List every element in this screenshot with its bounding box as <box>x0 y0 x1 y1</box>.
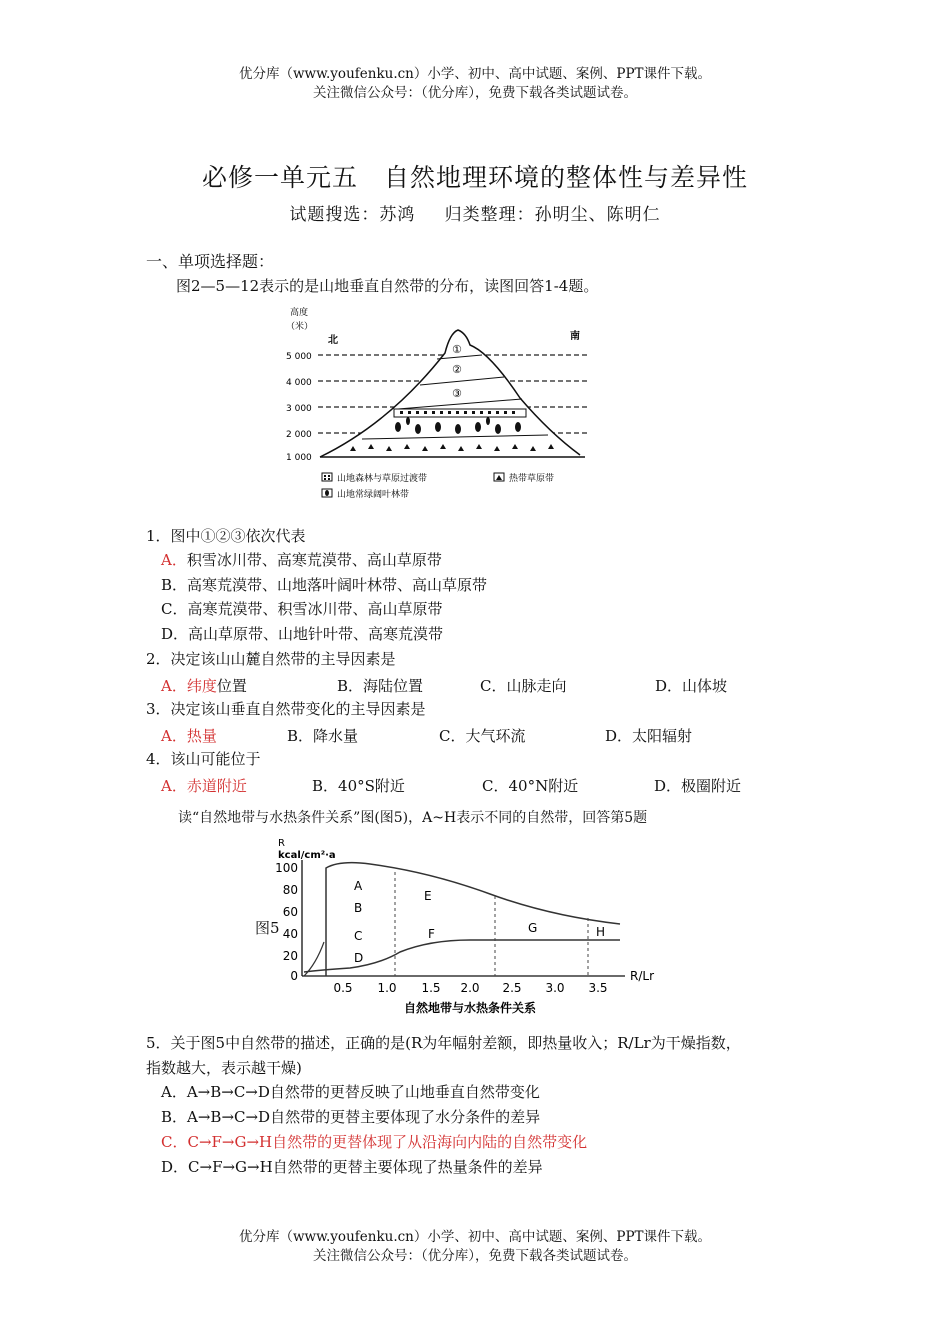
fig5-label: 图5 <box>255 919 280 937</box>
fig1-tick-3000: 3 000 <box>286 404 312 414</box>
q2-option-d: D．山体坡 <box>655 677 728 695</box>
zone-a: A <box>354 879 363 893</box>
q5-option-a: A．A→B→C→D自然带的更替反映了山地垂直自然带变化 <box>161 1083 540 1101</box>
page-footer-line1: 优分库（www.youfenku.cn）小学、初中、高中试题、案例、PPT课件下载。 <box>238 1229 712 1245</box>
intro-text-1: 图2—5—12表示的是山地垂直自然带的分布，读图回答1-4题。 <box>176 277 599 295</box>
q3-option-d: D．太阳辐射 <box>605 727 693 745</box>
fig5-unit: kcal/cm²·a <box>278 850 336 861</box>
fig1-ylabel-1: 高度 <box>290 308 309 318</box>
q5-option-c: C．C→F→G→H自然带的更替体现了从沿海向内陆的自然带变化 <box>161 1133 588 1151</box>
q5-option-d: D．C→F→G→H自然带的更替主要体现了热量条件的差异 <box>161 1158 543 1176</box>
transition-zone-pattern <box>400 411 515 414</box>
legend-forest-label: 山地常绿阔叶林带 <box>337 490 410 500</box>
q4-option-b: B．40°S附近 <box>312 777 405 795</box>
page-subtitle: 试题搜选：苏鸿 归类整理：孙明尘、陈明仁 <box>289 205 661 225</box>
fig1-tick-2000: 2 000 <box>286 430 312 440</box>
page-title: 必修一单元五 自然地理环境的整体性与差异性 <box>201 163 748 192</box>
q2-option-a <box>161 675 247 696</box>
q2-stem: 2．决定该山山麓自然带的主导因素是 <box>146 650 396 668</box>
zone-3-label: ③ <box>452 387 462 400</box>
q2-option-a-red: A．纬度 <box>161 677 217 695</box>
zone-d: D <box>354 951 364 965</box>
q3-stem: 3．决定该山垂直自然带变化的主导因素是 <box>146 700 426 718</box>
q4-stem: 4．该山可能位于 <box>146 750 261 768</box>
q1-option-a-text: 积雪冰川带、高寒荒漠带、高山草原带 <box>186 551 442 569</box>
q1-stem: 1．图中①②③依次代表 <box>146 527 306 545</box>
fig5-xtick-1.5: 1.5 <box>421 981 441 995</box>
fig1-tick-4000: 4 000 <box>286 378 312 388</box>
section-heading: 一、单项选择题： <box>146 252 275 271</box>
page-header-line2: 关注微信公众号：（优分库），免费下载各类试题试卷。 <box>313 85 637 101</box>
fig5-ytick-40: 40 <box>282 927 298 941</box>
q1-option-b: B．高寒荒漠带、山地落叶阔叶林带、高山草原带 <box>161 576 488 594</box>
q5-stem-1: 5．关于图5中自然带的描述，正确的是(R为年幅射差额，即热量收入；R/Lr为干燥指数， <box>146 1034 741 1052</box>
fig5-caption: 自然地带与水热条件关系 <box>403 1001 537 1015</box>
zone-f: F <box>428 927 435 941</box>
q5-option-b: B．A→B→C→D自然带的更替主要体现了水分条件的差异 <box>161 1108 541 1126</box>
fig5-ytick-0: 0 <box>290 969 298 983</box>
q3-option-b: B．降水量 <box>287 727 359 745</box>
zone-e: E <box>424 889 432 903</box>
fig1-north-label: 北 <box>328 335 338 346</box>
fig1-south-label: 南 <box>570 331 580 342</box>
fig5-xtick-3.0: 3.0 <box>545 981 565 995</box>
zone-g: G <box>528 921 538 935</box>
q3-option-c: C．大气环流 <box>439 727 526 745</box>
q4-option-c: C．40°N附近 <box>482 777 579 795</box>
zone-b: B <box>354 901 363 915</box>
fig5-xlabel: R/Lr <box>630 969 654 983</box>
fig5-dryness-curve <box>304 940 620 972</box>
fig1-tick-1000: 1 000 <box>286 453 312 463</box>
zone-h: H <box>596 925 606 939</box>
q1-option-a <box>161 550 442 570</box>
fig5-ytick-60: 60 <box>282 905 298 919</box>
q5-stem-2: 指数越大，表示越干燥) <box>146 1059 302 1077</box>
q3-option-a: A．热量 <box>161 727 217 745</box>
fig5-ytick-100: 100 <box>275 861 298 875</box>
q1-option-d: D．高山草原带、山地针叶带、高寒荒漠带 <box>161 625 444 643</box>
q4-option-d: D．极圈附近 <box>654 777 742 795</box>
intro-text-2: 读“自然地带与水热条件关系”图(图5)，A~H表示不同的自然带，回答第5题 <box>178 810 648 826</box>
zone-1-label: ① <box>452 343 462 356</box>
fig5-unit-r: R <box>278 838 285 849</box>
zone-2-label: ② <box>452 363 462 376</box>
q1-option-a-letter: A． <box>161 551 187 569</box>
q2-option-b: B．海陆位置 <box>337 677 424 695</box>
fig1-tick-5000: 5 000 <box>286 352 312 362</box>
climate-zone-figure <box>270 832 675 1020</box>
mountain-outline <box>320 330 580 457</box>
page-header-line1: 优分库（www.youfenku.cn）小学、初中、高中试题、案例、PPT课件下载。 <box>238 66 712 82</box>
fig5-heat-curve <box>326 863 620 976</box>
q1-option-c: C．高寒荒漠带、积雪冰川带、高山草原带 <box>161 600 443 618</box>
page-footer-line2: 关注微信公众号：（优分库），免费下载各类试题试卷。 <box>313 1248 637 1264</box>
fig5-xtick-2.0: 2.0 <box>460 981 480 995</box>
fig5-xtick-2.5: 2.5 <box>502 981 522 995</box>
fig5-xtick-1.0: 1.0 <box>377 981 397 995</box>
q2-option-a-rest: 位置 <box>216 677 247 695</box>
legend-transition-swatch <box>322 473 332 481</box>
zone-c: C <box>354 929 363 943</box>
q2-option-c: C．山脉走向 <box>480 677 567 695</box>
mountain-zone-figure <box>280 303 610 508</box>
fig5-xtick-0.5: 0.5 <box>333 981 353 995</box>
legend-savanna-label: 热带草原带 <box>509 474 555 484</box>
fig5-ytick-20: 20 <box>282 949 298 963</box>
fig1-ylabel-2: （米） <box>286 322 314 332</box>
legend-transition-label: 山地森林与草原过渡带 <box>337 474 428 484</box>
fig5-xtick-3.5: 3.5 <box>588 981 608 995</box>
fig5-ytick-80: 80 <box>282 883 298 897</box>
q4-option-a: A．赤道附近 <box>161 777 247 795</box>
